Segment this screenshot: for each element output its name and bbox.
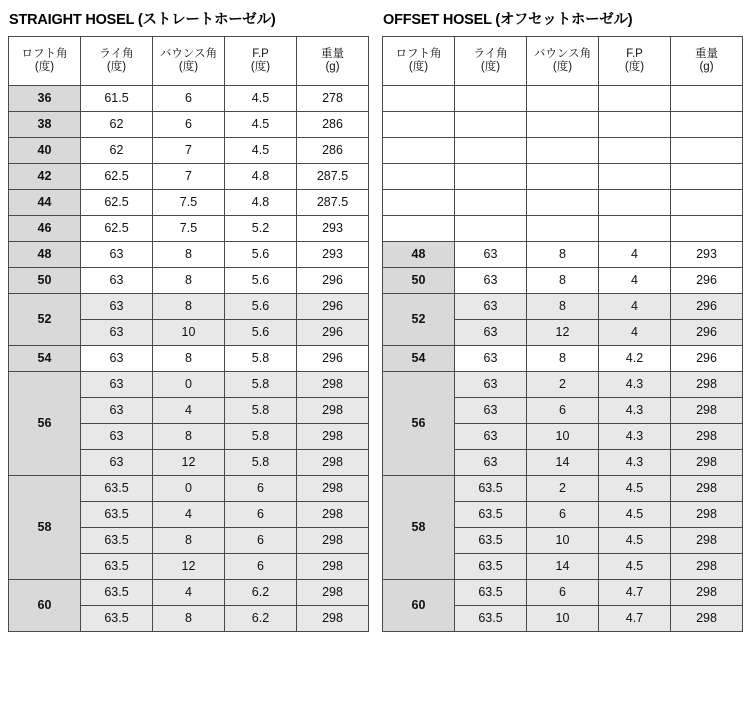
data-cell: 63.5	[81, 554, 153, 580]
loft-cell: 40	[9, 138, 81, 164]
header-fp-label: F.P	[252, 47, 269, 60]
offset-hosel-table	[382, 36, 743, 632]
loft-cell	[383, 138, 455, 164]
straight-hosel-table-head	[9, 37, 369, 86]
data-cell: 63	[455, 398, 527, 424]
data-cell	[599, 86, 671, 112]
header-fp-label: F.P	[626, 47, 643, 60]
loft-cell: 58	[383, 476, 455, 580]
data-cell: 6	[527, 502, 599, 528]
data-cell: 4.2	[599, 346, 671, 372]
data-cell: 278	[297, 86, 369, 112]
data-cell: 296	[297, 268, 369, 294]
data-cell: 8	[153, 528, 225, 554]
data-cell: 63.5	[455, 502, 527, 528]
data-cell	[527, 138, 599, 164]
data-cell: 63.5	[81, 528, 153, 554]
data-cell: 5.8	[225, 450, 297, 476]
table-row	[383, 216, 743, 242]
data-cell: 63	[455, 268, 527, 294]
data-cell: 6.2	[225, 580, 297, 606]
header-loft-label: ロフト角	[21, 47, 68, 60]
header-weight-label: 重量	[321, 47, 344, 60]
data-cell: 0	[153, 476, 225, 502]
data-cell	[599, 112, 671, 138]
data-cell: 296	[297, 294, 369, 320]
table-row	[9, 112, 369, 138]
data-cell: 4	[599, 242, 671, 268]
data-cell: 7.5	[153, 216, 225, 242]
data-cell: 298	[297, 554, 369, 580]
data-cell	[527, 164, 599, 190]
data-cell: 298	[671, 554, 743, 580]
data-cell: 63.5	[81, 580, 153, 606]
header-bounce-label: バウンス角	[533, 47, 592, 60]
loft-cell: 54	[383, 346, 455, 372]
data-cell: 6	[225, 528, 297, 554]
data-cell	[599, 164, 671, 190]
data-cell: 4.5	[599, 528, 671, 554]
header-loft	[9, 37, 81, 86]
data-cell: 63.5	[81, 476, 153, 502]
data-cell: 14	[527, 450, 599, 476]
loft-cell: 38	[9, 112, 81, 138]
header-lie-unit: (度)	[106, 61, 127, 73]
loft-cell	[383, 190, 455, 216]
data-cell: 10	[527, 424, 599, 450]
data-cell: 12	[153, 450, 225, 476]
data-cell	[599, 216, 671, 242]
data-cell: 4	[599, 320, 671, 346]
data-cell: 63	[455, 424, 527, 450]
header-bounce	[527, 37, 599, 86]
header-fp-unit: (度)	[250, 61, 271, 73]
data-cell: 4.8	[225, 190, 297, 216]
header-weight	[671, 37, 743, 86]
data-cell: 63.5	[455, 554, 527, 580]
header-fp	[225, 37, 297, 86]
data-cell: 4	[153, 580, 225, 606]
data-cell: 8	[153, 294, 225, 320]
loft-cell	[383, 216, 455, 242]
table-row	[9, 372, 369, 398]
data-cell: 6	[527, 580, 599, 606]
loft-cell: 46	[9, 216, 81, 242]
table-row	[9, 268, 369, 294]
loft-cell: 60	[383, 580, 455, 632]
data-cell: 62.5	[81, 164, 153, 190]
table-row	[9, 346, 369, 372]
header-loft-unit: (度)	[34, 61, 55, 73]
table-row	[383, 112, 743, 138]
offset-hosel-table-body	[383, 86, 743, 632]
data-cell: 4	[599, 294, 671, 320]
data-cell: 63	[455, 346, 527, 372]
data-cell: 6	[225, 476, 297, 502]
data-cell: 298	[297, 502, 369, 528]
data-cell: 296	[671, 320, 743, 346]
data-cell: 6	[225, 554, 297, 580]
data-cell	[671, 112, 743, 138]
data-cell	[455, 164, 527, 190]
table-row	[9, 242, 369, 268]
data-cell: 298	[671, 580, 743, 606]
data-cell: 10	[527, 606, 599, 632]
data-cell: 2	[527, 372, 599, 398]
loft-cell: 36	[9, 86, 81, 112]
data-cell: 4.3	[599, 372, 671, 398]
data-cell: 298	[671, 502, 743, 528]
data-cell: 63.5	[455, 580, 527, 606]
table-row	[383, 86, 743, 112]
data-cell: 4	[599, 268, 671, 294]
data-cell: 298	[297, 424, 369, 450]
offset-hosel-title: OFFSET HOSEL (オフセットホーゼル)	[383, 12, 633, 28]
data-cell	[671, 86, 743, 112]
header-loft	[383, 37, 455, 86]
data-cell: 2	[527, 476, 599, 502]
data-cell: 296	[297, 346, 369, 372]
data-cell: 8	[527, 346, 599, 372]
data-cell: 293	[297, 216, 369, 242]
data-cell: 63.5	[455, 476, 527, 502]
data-cell: 5.6	[225, 242, 297, 268]
data-cell: 8	[153, 346, 225, 372]
loft-cell: 56	[9, 372, 81, 476]
data-cell: 4.8	[225, 164, 297, 190]
data-cell: 63.5	[455, 528, 527, 554]
data-cell: 7	[153, 138, 225, 164]
header-lie-label: ライ角	[99, 47, 134, 60]
table-row	[383, 138, 743, 164]
table-row	[9, 86, 369, 112]
data-cell: 63	[81, 398, 153, 424]
data-cell: 286	[297, 138, 369, 164]
data-cell: 6.2	[225, 606, 297, 632]
data-cell: 63	[81, 372, 153, 398]
data-cell: 62	[81, 138, 153, 164]
loft-cell: 48	[9, 242, 81, 268]
loft-cell: 52	[383, 294, 455, 346]
data-cell: 8	[527, 268, 599, 294]
data-cell	[599, 190, 671, 216]
data-cell: 5.2	[225, 216, 297, 242]
table-row	[9, 294, 369, 320]
data-cell: 298	[671, 450, 743, 476]
data-cell: 298	[297, 450, 369, 476]
data-cell: 5.8	[225, 372, 297, 398]
data-cell: 63	[81, 424, 153, 450]
data-cell: 63.5	[81, 502, 153, 528]
data-cell	[671, 138, 743, 164]
loft-cell: 60	[9, 580, 81, 632]
straight-hosel-table	[8, 36, 369, 632]
data-cell: 287.5	[297, 190, 369, 216]
data-cell: 63	[455, 450, 527, 476]
table-row	[9, 164, 369, 190]
data-cell: 6	[527, 398, 599, 424]
data-cell	[599, 138, 671, 164]
loft-cell: 44	[9, 190, 81, 216]
loft-cell: 54	[9, 346, 81, 372]
data-cell: 14	[527, 554, 599, 580]
header-fp-unit: (度)	[624, 61, 645, 73]
data-cell: 296	[297, 320, 369, 346]
data-cell: 8	[153, 424, 225, 450]
data-cell	[455, 138, 527, 164]
data-cell: 296	[671, 294, 743, 320]
table-row	[9, 580, 369, 606]
data-cell: 5.6	[225, 294, 297, 320]
data-cell: 12	[153, 554, 225, 580]
data-cell: 287.5	[297, 164, 369, 190]
data-cell: 4.5	[225, 138, 297, 164]
data-cell	[455, 216, 527, 242]
data-cell: 63	[455, 294, 527, 320]
loft-cell	[383, 86, 455, 112]
straight-hosel-title: STRAIGHT HOSEL (ストレートホーゼル)	[9, 12, 276, 28]
data-cell: 5.8	[225, 398, 297, 424]
data-cell: 298	[671, 528, 743, 554]
data-cell: 63	[81, 320, 153, 346]
offset-hosel-table-head	[383, 37, 743, 86]
data-cell: 298	[297, 606, 369, 632]
data-cell: 8	[153, 268, 225, 294]
data-cell	[455, 112, 527, 138]
data-cell: 63.5	[455, 606, 527, 632]
data-cell	[671, 216, 743, 242]
data-cell: 4.3	[599, 450, 671, 476]
data-cell: 298	[297, 528, 369, 554]
data-cell: 7.5	[153, 190, 225, 216]
header-loft-label: ロフト角	[395, 47, 442, 60]
data-cell: 63	[81, 268, 153, 294]
loft-cell: 56	[383, 372, 455, 476]
data-cell: 6	[153, 112, 225, 138]
header-weight-unit: (g)	[325, 61, 340, 73]
data-cell: 62	[81, 112, 153, 138]
data-cell: 298	[297, 476, 369, 502]
data-cell: 293	[297, 242, 369, 268]
data-cell: 298	[671, 476, 743, 502]
loft-cell	[383, 112, 455, 138]
table-row	[383, 242, 743, 268]
data-cell: 4.5	[599, 554, 671, 580]
data-cell: 4.3	[599, 424, 671, 450]
data-cell: 12	[527, 320, 599, 346]
data-cell: 298	[671, 372, 743, 398]
straight-hosel-column	[8, 6, 368, 632]
data-cell	[455, 86, 527, 112]
data-cell: 5.6	[225, 320, 297, 346]
header-fp	[599, 37, 671, 86]
data-cell: 5.6	[225, 268, 297, 294]
data-cell: 63	[81, 450, 153, 476]
data-cell: 286	[297, 112, 369, 138]
data-cell: 63	[81, 242, 153, 268]
table-row	[383, 268, 743, 294]
offset-hosel-column	[382, 6, 742, 632]
table-row	[9, 190, 369, 216]
data-cell: 298	[671, 398, 743, 424]
data-cell: 63	[81, 294, 153, 320]
data-cell: 5.8	[225, 424, 297, 450]
table-header-row	[9, 37, 369, 86]
straight-hosel-table-body	[9, 86, 369, 632]
header-bounce	[153, 37, 225, 86]
header-loft-unit: (度)	[408, 61, 429, 73]
loft-cell: 58	[9, 476, 81, 580]
data-cell	[527, 216, 599, 242]
data-cell: 8	[527, 294, 599, 320]
data-cell: 4	[153, 502, 225, 528]
table-row	[383, 372, 743, 398]
table-row	[9, 138, 369, 164]
loft-cell: 42	[9, 164, 81, 190]
header-weight-unit: (g)	[699, 61, 714, 73]
data-cell: 6	[153, 86, 225, 112]
loft-cell: 50	[383, 268, 455, 294]
data-cell: 8	[527, 242, 599, 268]
data-cell: 10	[153, 320, 225, 346]
header-lie	[81, 37, 153, 86]
header-bounce-unit: (度)	[178, 61, 199, 73]
data-cell: 63	[455, 320, 527, 346]
table-row	[383, 190, 743, 216]
data-cell	[671, 190, 743, 216]
data-cell: 298	[671, 606, 743, 632]
data-cell: 298	[297, 398, 369, 424]
data-cell: 63	[455, 242, 527, 268]
data-cell	[527, 190, 599, 216]
loft-cell: 48	[383, 242, 455, 268]
data-cell: 8	[153, 606, 225, 632]
table-row	[383, 294, 743, 320]
header-lie-label: ライ角	[473, 47, 508, 60]
data-cell: 62.5	[81, 216, 153, 242]
data-cell: 4.7	[599, 580, 671, 606]
data-cell: 61.5	[81, 86, 153, 112]
header-bounce-unit: (度)	[552, 61, 573, 73]
table-row	[383, 476, 743, 502]
data-cell: 298	[297, 372, 369, 398]
data-cell: 8	[153, 242, 225, 268]
data-cell: 4	[153, 398, 225, 424]
data-cell: 4.3	[599, 398, 671, 424]
loft-cell: 52	[9, 294, 81, 346]
table-header-row	[383, 37, 743, 86]
data-cell	[455, 190, 527, 216]
header-lie	[455, 37, 527, 86]
loft-cell: 50	[9, 268, 81, 294]
header-bounce-label: バウンス角	[159, 47, 218, 60]
data-cell: 7	[153, 164, 225, 190]
tables-container	[8, 6, 742, 632]
data-cell	[671, 164, 743, 190]
data-cell	[527, 86, 599, 112]
data-cell: 5.8	[225, 346, 297, 372]
data-cell: 298	[297, 580, 369, 606]
header-lie-unit: (度)	[480, 61, 501, 73]
data-cell: 0	[153, 372, 225, 398]
data-cell: 4.5	[225, 86, 297, 112]
data-cell: 296	[671, 268, 743, 294]
table-row	[9, 216, 369, 242]
table-row	[383, 164, 743, 190]
table-row	[383, 580, 743, 606]
data-cell: 4.5	[225, 112, 297, 138]
header-weight	[297, 37, 369, 86]
data-cell: 4.5	[599, 502, 671, 528]
data-cell: 4.5	[599, 476, 671, 502]
table-row	[9, 476, 369, 502]
data-cell: 63	[81, 346, 153, 372]
data-cell: 4.7	[599, 606, 671, 632]
data-cell: 298	[671, 424, 743, 450]
data-cell: 10	[527, 528, 599, 554]
loft-cell	[383, 164, 455, 190]
table-row	[383, 346, 743, 372]
data-cell: 296	[671, 346, 743, 372]
data-cell	[527, 112, 599, 138]
data-cell: 63	[455, 372, 527, 398]
header-weight-label: 重量	[695, 47, 718, 60]
data-cell: 63.5	[81, 606, 153, 632]
data-cell: 62.5	[81, 190, 153, 216]
data-cell: 293	[671, 242, 743, 268]
data-cell: 6	[225, 502, 297, 528]
